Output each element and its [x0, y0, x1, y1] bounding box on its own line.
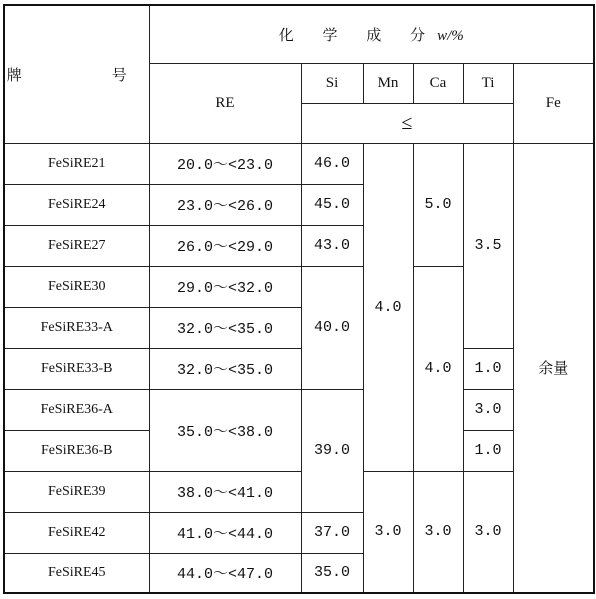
header-brand: [4, 5, 149, 143]
brand-cell: FeSiRE33-B: [4, 348, 149, 389]
table-row: [4, 389, 594, 430]
table-row: [4, 348, 594, 389]
header-fe: Fe: [513, 63, 594, 143]
brand-cell: FeSiRE39: [4, 471, 149, 512]
re-cell: 32.0～<35.0: [149, 307, 301, 348]
table-row: [4, 471, 594, 512]
re-cell: 44.0～<47.0: [149, 553, 301, 593]
brand-cell: FeSiRE45: [4, 553, 149, 593]
si-cell: 37.0: [301, 512, 363, 553]
header-mn: Mn: [363, 63, 413, 103]
ti-cell: 1.0: [463, 348, 513, 389]
composition-table-wrapper: [3, 4, 595, 594]
ti-cell: 3.0: [463, 389, 513, 430]
re-cell: 32.0～<35.0: [149, 348, 301, 389]
ca-cell: 4.0: [413, 266, 463, 471]
fe-cell: 余量: [513, 143, 594, 593]
si-cell: 45.0: [301, 184, 363, 225]
header-brand-label: 牌 号: [6, 65, 147, 84]
header-si: Si: [301, 63, 363, 103]
si-cell: 40.0: [301, 266, 363, 389]
header-ti: Ti: [463, 63, 513, 103]
re-cell: 35.0～<38.0: [149, 389, 301, 471]
mn-cell: 4.0: [363, 143, 413, 471]
composition-table: [3, 4, 595, 594]
brand-cell: FeSiRE24: [4, 184, 149, 225]
ti-cell: 3.0: [463, 471, 513, 593]
header-row-1: [4, 5, 594, 63]
brand-cell: FeSiRE27: [4, 225, 149, 266]
ca-cell: 3.0: [413, 471, 463, 593]
brand-cell: FeSiRE30: [4, 266, 149, 307]
brand-cell: FeSiRE33-A: [4, 307, 149, 348]
re-cell: 38.0～<41.0: [149, 471, 301, 512]
brand-cell: FeSiRE36-B: [4, 430, 149, 471]
table-row: [4, 143, 594, 184]
ca-cell: 5.0: [413, 143, 463, 266]
ti-cell: 1.0: [463, 430, 513, 471]
si-cell: 39.0: [301, 389, 363, 512]
si-cell: 46.0: [301, 143, 363, 184]
re-cell: 41.0～<44.0: [149, 512, 301, 553]
header-composition-unit: w/%: [437, 27, 464, 44]
brand-cell: FeSiRE21: [4, 143, 149, 184]
re-cell: 23.0～<26.0: [149, 184, 301, 225]
header-ca: Ca: [413, 63, 463, 103]
re-cell: 20.0～<23.0: [149, 143, 301, 184]
re-cell: 29.0～<32.0: [149, 266, 301, 307]
header-composition: [149, 5, 594, 63]
header-composition-label: 化 学 成 分: [278, 25, 438, 44]
si-cell: 43.0: [301, 225, 363, 266]
ti-cell: 3.5: [463, 143, 513, 348]
header-le-symbol: ≤: [301, 103, 513, 143]
header-re: RE: [149, 63, 301, 143]
mn-cell: 3.0: [363, 471, 413, 593]
brand-cell: FeSiRE42: [4, 512, 149, 553]
brand-cell: FeSiRE36-A: [4, 389, 149, 430]
re-cell: 26.0～<29.0: [149, 225, 301, 266]
si-cell: 35.0: [301, 553, 363, 593]
